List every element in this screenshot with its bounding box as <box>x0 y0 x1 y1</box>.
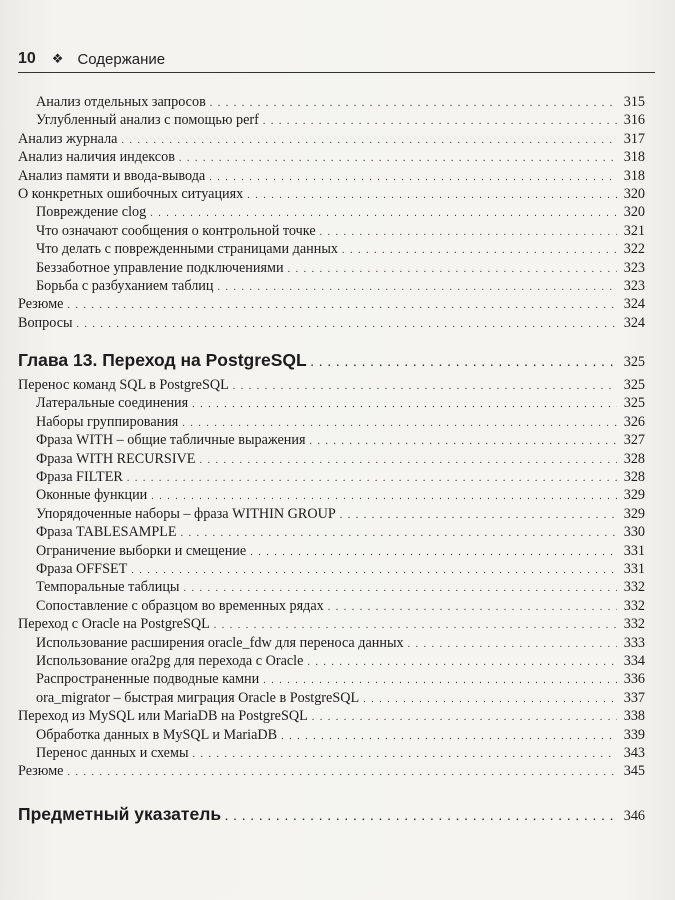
toc-entry-page: 337 <box>623 689 645 706</box>
toc-entry <box>18 652 645 670</box>
toc-entry <box>18 130 645 148</box>
toc-entry <box>18 167 645 185</box>
toc-entry-title: Обработка данных в MySQL и MariaDB <box>36 726 278 743</box>
toc-entry-page: 321 <box>623 222 645 239</box>
toc-entry-title: Фраза FILTER <box>36 469 123 486</box>
toc-entry <box>18 314 645 332</box>
toc-entry <box>18 542 645 560</box>
toc-entry-page: 315 <box>623 94 645 110</box>
toc-entry-title: Резюме <box>18 296 64 313</box>
toc-entry-page: 325 <box>623 377 645 394</box>
toc-entry-title: Анализ памяти и ввода-вывода <box>18 167 206 184</box>
toc-entry-title: Распространенные подводные камни <box>36 671 260 688</box>
chapter-page: 325 <box>623 354 645 371</box>
toc-entry-title: Использование ora2pg для перехода с Oracle <box>36 652 304 669</box>
toc-entry-title: Перенос данных и схемы <box>36 744 189 761</box>
toc-entry-page: 330 <box>623 524 645 541</box>
toc-entry-page: 343 <box>623 744 645 761</box>
toc-entry-page: 329 <box>623 487 645 504</box>
dot-leader <box>312 709 617 727</box>
toc-entry-title: Борьба с разбуханием таблиц <box>36 277 214 294</box>
dot-leader <box>210 95 617 113</box>
toc-entry-page: 339 <box>623 726 645 743</box>
toc-entry <box>18 431 645 449</box>
toc-entry-title: Фраза WITH – общие табличные выражения <box>36 432 306 449</box>
ornament-icon: ❖ <box>51 51 64 66</box>
toc-entry-title: Повреждение clog <box>36 204 147 221</box>
dot-leader <box>199 452 617 470</box>
dot-leader <box>192 396 617 414</box>
toc-entry <box>18 295 645 313</box>
toc-entry-title: Фраза WITH RECURSIVE <box>36 450 196 467</box>
dot-leader <box>307 654 617 672</box>
toc-entry-title: Фраза TABLESAMPLE <box>36 524 177 541</box>
toc-entry-title: Беззаботное управление подключениями <box>36 259 284 276</box>
toc-entry <box>18 148 645 166</box>
toc-entry-title: Наборы группирования <box>36 413 179 430</box>
toc-entry-page: 332 <box>623 616 645 633</box>
dot-leader <box>263 113 617 131</box>
dot-leader <box>67 297 617 315</box>
toc-entry-title: Упорядоченные наборы – фраза WITHIN GROUP <box>36 505 336 522</box>
toc-entry <box>18 468 645 486</box>
toc-entry-page: 320 <box>623 185 645 202</box>
toc-entry-page: 326 <box>623 413 645 430</box>
dot-leader <box>342 242 617 260</box>
toc-entry-page: 333 <box>623 634 645 651</box>
toc-entry <box>18 203 645 221</box>
toc-entry-title: Оконные функции <box>36 487 148 504</box>
toc-entry-page: 328 <box>623 450 645 467</box>
toc-entry-page: 324 <box>623 314 645 331</box>
toc-entry <box>18 111 645 129</box>
dot-leader <box>179 150 617 168</box>
toc-entry-title: Вопросы <box>18 314 73 331</box>
toc-entry <box>18 634 645 652</box>
toc-section-ch13 <box>18 376 645 781</box>
toc-entry-title: Анализ наличия индексов <box>18 149 175 166</box>
dot-leader <box>328 599 617 617</box>
toc-entry <box>18 277 645 295</box>
toc-entry <box>18 578 645 596</box>
dot-leader <box>247 187 617 205</box>
toc-section-ch12 <box>18 93 645 332</box>
toc-entry <box>18 744 645 762</box>
toc-entry <box>18 222 645 240</box>
toc-entry <box>18 185 645 203</box>
toc-entry-title: Углубленный анализ с помощью perf <box>36 112 259 129</box>
running-head-title: Содержание <box>77 50 166 68</box>
index-page: 346 <box>623 807 645 824</box>
toc-entry-title: Переход из MySQL или MariaDB на PostgreSQL <box>18 708 308 725</box>
toc-entry <box>18 762 645 780</box>
dot-leader <box>363 691 617 709</box>
toc-entry <box>18 670 645 688</box>
toc-entry-page: 328 <box>623 469 645 486</box>
toc-entry-page: 316 <box>623 112 645 129</box>
dot-leader <box>310 433 618 451</box>
dot-leader <box>121 132 617 150</box>
toc-entry <box>18 259 645 277</box>
toc-entry-title: Ограничение выборки и смещение <box>36 542 247 559</box>
toc-entry <box>18 707 645 725</box>
dot-leader <box>288 261 617 279</box>
toc-entry-page: 318 <box>623 167 645 184</box>
toc-entry <box>18 413 645 431</box>
page-number: 10 <box>18 50 36 67</box>
toc-entry-title: Что делать с поврежденными страницами данных <box>36 241 338 258</box>
toc-entry-title: Использование расширения oracle_fdw для переноса данных <box>36 634 404 651</box>
toc-entry-title: Фраза OFFSET <box>36 560 128 577</box>
dot-leader <box>408 636 617 654</box>
header-rule <box>18 72 655 73</box>
toc-entry-title: Переход с Oracle на PostgreSQL <box>18 616 210 633</box>
toc-entry <box>18 523 645 541</box>
toc-entry-title: Латеральные соединения <box>36 395 189 412</box>
table-of-contents <box>18 93 645 825</box>
toc-entry <box>18 93 645 111</box>
toc-entry-page: 318 <box>623 149 645 166</box>
toc-entry-title: Перенос команд SQL в PostgreSQL <box>18 377 229 394</box>
toc-entry-page: 325 <box>623 395 645 412</box>
toc-entry <box>18 505 645 523</box>
index-heading <box>18 803 645 825</box>
dot-leader <box>218 279 618 297</box>
index-title: Предметный указатель <box>18 803 222 824</box>
toc-entry-page: 322 <box>623 241 645 258</box>
toc-entry-title: Резюме <box>18 763 64 780</box>
chapter-title: Глава 13. Переход на PostgreSQL <box>18 350 307 371</box>
dot-leader <box>209 169 617 187</box>
toc-entry-page: 331 <box>623 560 645 577</box>
toc-entry-page: 323 <box>623 277 645 294</box>
toc-entry-page: 327 <box>623 432 645 449</box>
toc-entry <box>18 486 645 504</box>
chapter-heading <box>18 349 645 371</box>
running-head <box>18 50 655 68</box>
toc-entry <box>18 240 645 258</box>
dot-leader <box>311 353 617 375</box>
dot-leader <box>131 562 617 580</box>
dot-leader <box>281 728 617 746</box>
dot-leader <box>193 746 618 764</box>
dot-leader <box>77 316 617 334</box>
dot-leader <box>127 470 617 488</box>
toc-entry-title: Что означают сообщения о контрольной точке <box>36 222 316 239</box>
toc-entry-page: 320 <box>623 204 645 221</box>
toc-entry-page: 331 <box>623 542 645 559</box>
toc-entry-title: О конкретных ошибочных ситуациях <box>18 185 244 202</box>
toc-entry <box>18 689 645 707</box>
toc-entry-title: Сопоставление с образцом во временных рядах <box>36 597 324 614</box>
toc-entry <box>18 615 645 633</box>
toc-entry-page: 345 <box>623 763 645 780</box>
dot-leader <box>225 807 617 829</box>
toc-entry-page: 317 <box>623 130 645 147</box>
toc-entry-page: 336 <box>623 671 645 688</box>
dot-leader <box>233 378 617 396</box>
toc-entry-page: 329 <box>623 505 645 522</box>
toc-entry-page: 324 <box>623 296 645 313</box>
toc-entry <box>18 597 645 615</box>
toc-entry <box>18 376 645 394</box>
toc-entry-title: Анализ журнала <box>18 130 118 147</box>
dot-leader <box>320 224 617 242</box>
toc-entry <box>18 394 645 412</box>
dot-leader <box>340 507 617 525</box>
toc-entry-page: 332 <box>623 597 645 614</box>
toc-entry <box>18 560 645 578</box>
toc-entry-page: 334 <box>623 652 645 669</box>
toc-entry-page: 338 <box>623 708 645 725</box>
toc-entry <box>18 450 645 468</box>
dot-leader <box>250 544 617 562</box>
toc-entry-page: 332 <box>623 579 645 596</box>
dot-leader <box>67 764 617 782</box>
toc-entry-page: 323 <box>623 259 645 276</box>
toc-entry-title: Анализ отдельных запросов <box>36 94 206 110</box>
toc-entry-title: ora_migrator – быстрая миграция Oracle в PostgreSQL <box>36 689 360 706</box>
toc-entry <box>18 726 645 744</box>
toc-entry-title: Темпоральные таблицы <box>36 579 180 596</box>
